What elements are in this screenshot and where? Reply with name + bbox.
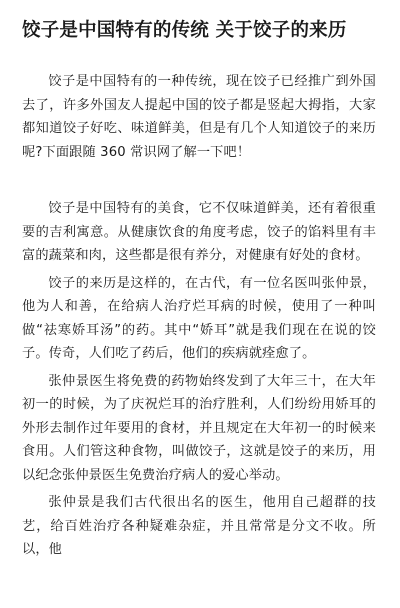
article-paragraph: 张仲景是我们古代很出名的医生，他用自己超群的技艺，给百姓治疗各种疑难杂症，并且常常是分文不收。所以，他: [22, 495, 376, 557]
article-paragraph-intro: 饺子是中国特有的一种传统，现在饺子已经推广到外国去了，许多外国友人提起中国的饺子都是竖起大拇指，大家都知道饺子好吃、味道鲜美，但是有几个人知道饺子的来历呢?下面跟随 360 常识网了解一下吧！: [22, 74, 376, 160]
article-paragraph: 张仲景医生将免费的药物始终发到了大年三十，在大年初一的时候，为了庆祝烂耳的治疗胜利，人们纷纷用娇耳的外形去制作过年要用的食材，并且规定在大年初一的时候来食用。人们管这种食物，叫做饺子，这就是饺子的来历，用以纪念张仲景医生免费治疗病人的爱心举动。: [22, 373, 376, 483]
article-title: 饺子是中国特有的传统 关于饺子的来历: [22, 20, 347, 41]
article-paragraph: 饺子的来历是这样的，在古代，有一位名医叫张仲景，他为人和善，在给病人治疗烂耳病的时候，使用了一种叫做“祛寒娇耳汤”的药。其中“娇耳”就是我们现在在说的饺子。传奇，人们吃了药后，他们的疾病就痊愈了。: [22, 275, 376, 361]
article-paragraph: 饺子是中国特有的美食，它不仅味道鲜美，还有着很重要的吉利寓意。从健康饮食的角度考虑，饺子的馅料里有丰富的蔬菜和肉，这些都是很有养分，对健康有好处的食材。: [22, 201, 376, 263]
